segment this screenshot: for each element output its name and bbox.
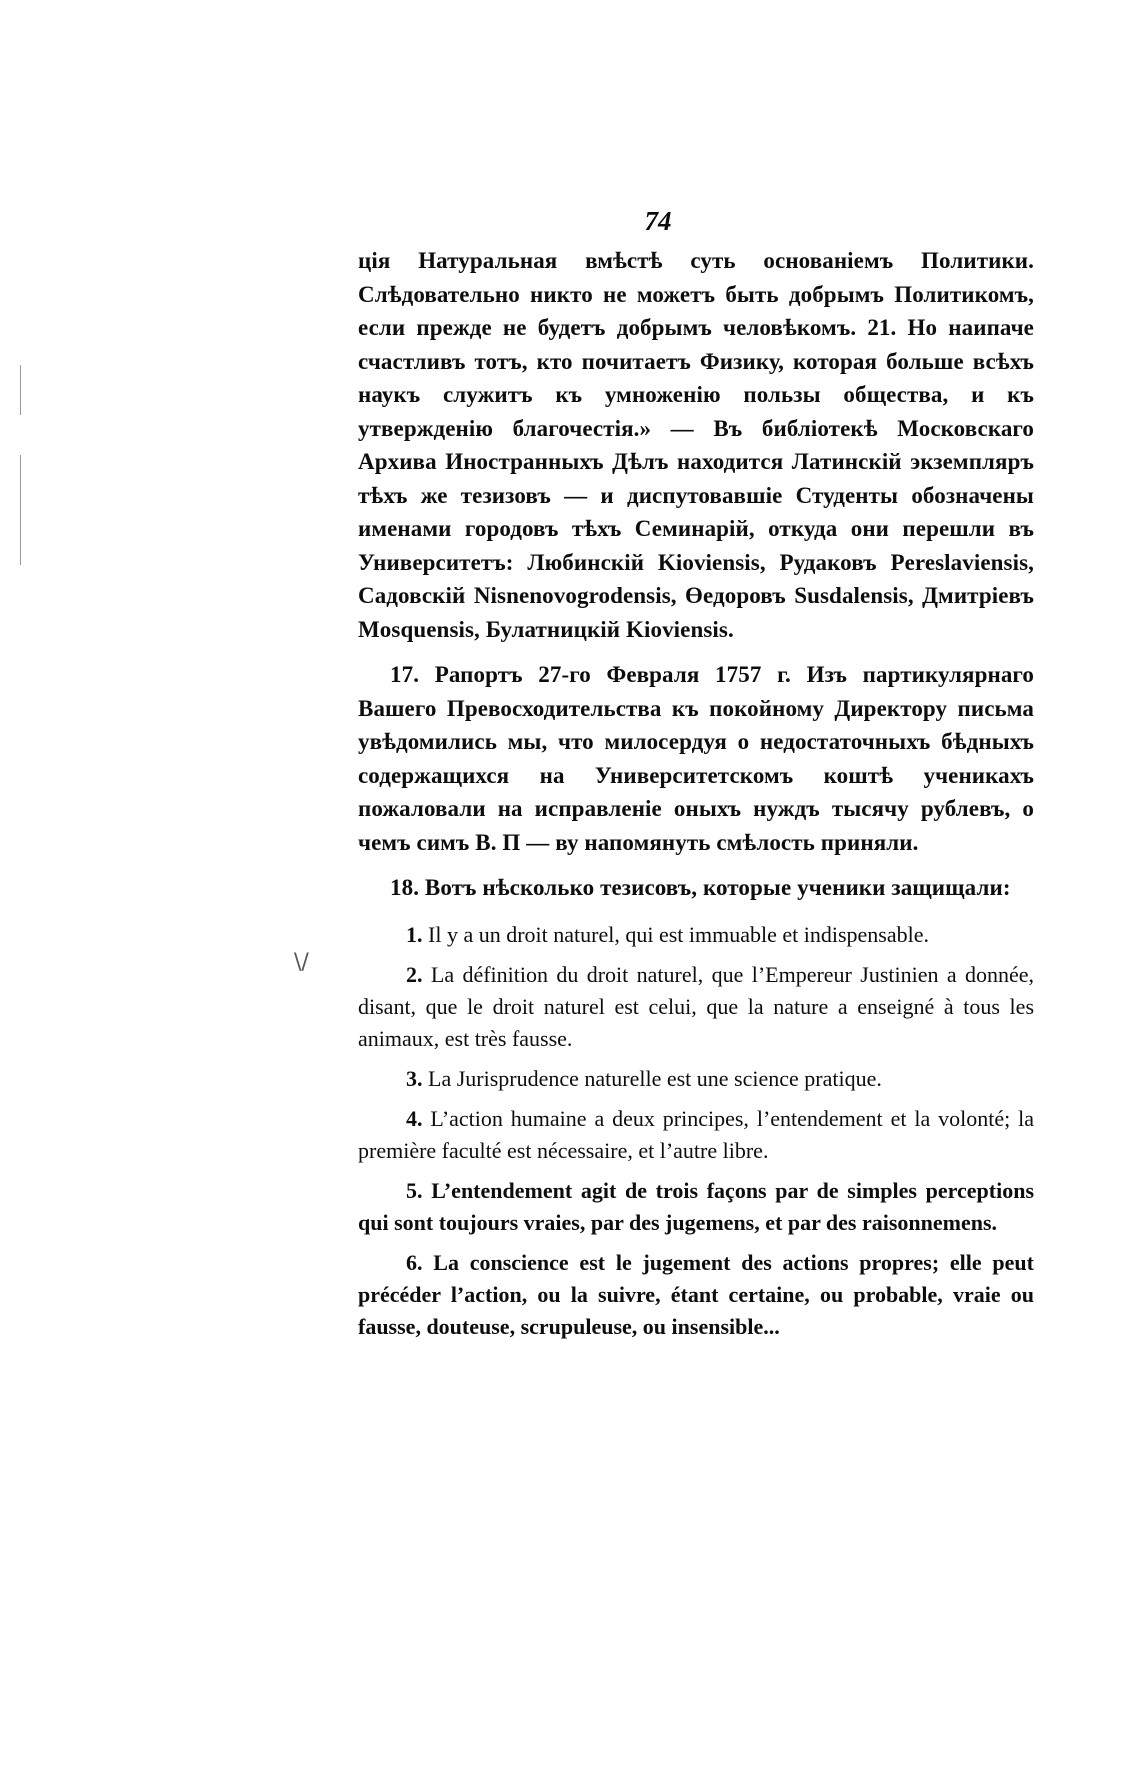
thesis-number: 1. [406, 921, 423, 947]
margin-check-mark: \/ [294, 950, 309, 975]
margin-line [20, 455, 21, 565]
page-number: 74 [644, 206, 672, 236]
thesis-text: La définition du droit naturel, que l’Empereur Justinien a donnée, disant, que le droit naturel est celui, que la nature a enseigné à tous les animaux, est très fausse. [358, 961, 1035, 1051]
thesis-number: 5. [406, 1177, 423, 1203]
thesis-item [358, 919, 1034, 951]
paragraph: 18. Вотъ нѣсколько тезисовъ, которые ученики защищали: [390, 875, 1011, 900]
thesis-number: 6. [406, 1249, 423, 1275]
thesis-item [358, 959, 1034, 1055]
thesis-text: L’action humaine a deux principes, l’entendement et la volonté; la première faculté est nécessaire, et l’autre libre. [358, 1105, 1034, 1163]
text-block [358, 244, 1034, 1343]
thesis-item [358, 1103, 1034, 1167]
thesis-number: 2. [406, 961, 423, 987]
thesis-item [358, 1247, 1034, 1343]
margin-line [20, 365, 21, 415]
paragraph: 17. Рапортъ 27-го Февраля 1757 г. Изъ партикулярнаго Вашего Превосходительства къ покойному Директору письма увѣдомились мы, что милосердуя о недостаточныхъ бѣдныхъ содержащихся на Университетскомъ коштѣ ученикахъ пожаловали на исправленіе оныхъ нуждъ тысячу рублевъ, о чемъ симъ В. П — ву напомянуть смѣлость приняли. [358, 662, 1034, 855]
paragraph: ція Натуральная вмѣстѣ суть основаніемъ Политики. Слѣдовательно никто не можетъ быть добрымъ Политикомъ, если прежде не будетъ добрымъ человѣкомъ. 21. Но наипаче счастливъ тотъ, кто почитаетъ Физику, которая больше всѣхъ наукъ служитъ къ умноженію пользы общества, и къ утвержденію благочестія.» — Въ библіотекѣ Московскаго Архива Иностранныхъ Дѣлъ находится Латинскій экземпляръ тѣхъ же тезизовъ — и диспутовавшіе Студенты обозначены именами городовъ тѣхъ Семинарій, откуда они перешли въ Университетъ: Любинскій Kioviensis, Рудаковъ Pereslaviensis, Садовскій Nisnenovogrodensis, Өедоровъ Susdalensis, Дмитріевъ Mosquensis, Булатницкій Kioviensis. [358, 248, 1034, 642]
thesis-item [358, 1175, 1034, 1239]
thesis-number: 3. [406, 1065, 423, 1091]
thesis-text: La Jurisprudence naturelle est une science pratique. [428, 1065, 882, 1091]
thesis-text: Il y a un droit naturel, qui est immuable et indispensable. [428, 921, 929, 947]
thesis-number: 4. [406, 1105, 423, 1131]
thesis-text: L’entendement agit de trois façons par de simples perceptions qui sont toujours vraies, par des jugemens, et par des raisonnemens. [358, 1177, 1035, 1235]
thesis-item [358, 1063, 1034, 1095]
thesis-text: La conscience est le jugement des actions propres; elle peut précéder l’action, ou la suivre, étant certaine, ou probable, vraie ou fausse, douteuse, scrupuleuse, ou insensible... [358, 1249, 1034, 1339]
